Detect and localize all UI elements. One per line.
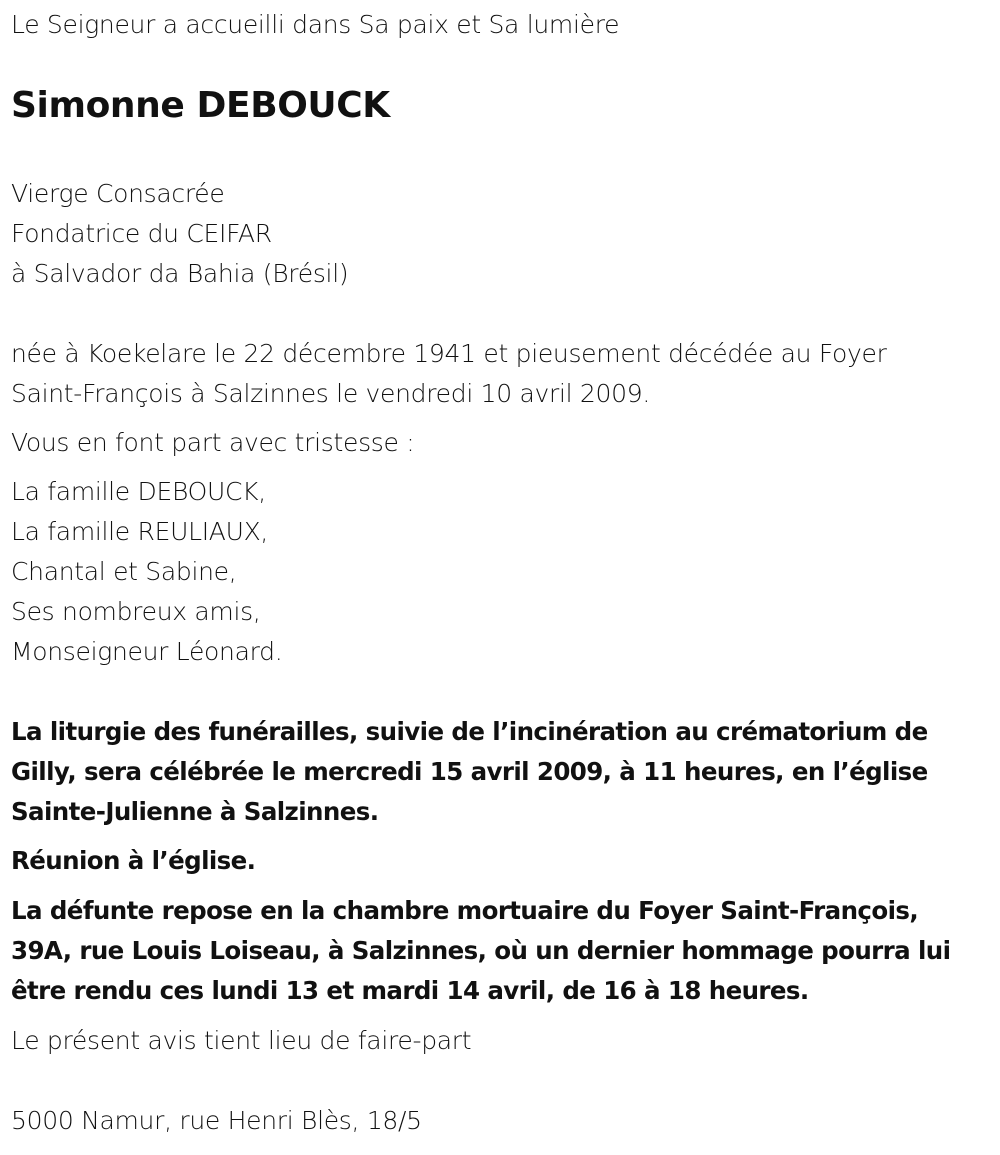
family-member: La famille DEBOUCK, bbox=[11, 477, 266, 506]
notice-text: Le présent avis tient lieu de faire-part bbox=[11, 1026, 472, 1055]
title-line: Fondatrice du CEIFAR bbox=[11, 219, 272, 248]
announcement-text: Vous en font part avec tristesse : bbox=[11, 428, 415, 457]
biography-line: Saint-François à Salzinnes le vendredi 10 avril 2009. bbox=[11, 379, 650, 408]
family-member: La famille REULIAUX, bbox=[11, 517, 269, 546]
deceased-name: Simonne DEBOUCK bbox=[11, 85, 390, 126]
ceremony-line: Sainte-Julienne à Salzinnes. bbox=[11, 797, 379, 826]
visitation-line: 39A, rue Louis Loiseau, à Salzinnes, où un dernier hommage pourra lui bbox=[11, 936, 951, 965]
title-line: Vierge Consacrée bbox=[11, 179, 225, 208]
ceremony-line: La liturgie des funérailles, suivie de l’incinération au crématorium de bbox=[11, 717, 928, 746]
meeting-text: Réunion à l’église. bbox=[11, 846, 256, 875]
family-member: Monseigneur Léonard. bbox=[11, 637, 283, 666]
family-member: Chantal et Sabine, bbox=[11, 557, 237, 586]
visitation-line: être rendu ces lundi 13 et mardi 14 avril, de 16 à 18 heures. bbox=[11, 976, 809, 1005]
biography-line: née à Koekelare le 22 décembre 1941 et pieusement décédée au Foyer bbox=[11, 339, 887, 368]
address-text: 5000 Namur, rue Henri Blès, 18/5 bbox=[11, 1106, 422, 1135]
visitation-line: La défunte repose en la chambre mortuaire du Foyer Saint-François, bbox=[11, 896, 919, 925]
title-line: à Salvador da Bahia (Brésil) bbox=[11, 259, 349, 288]
family-member: Ses nombreux amis, bbox=[11, 597, 261, 626]
intro-text: Le Seigneur a accueilli dans Sa paix et Sa lumière bbox=[11, 10, 620, 39]
ceremony-line: Gilly, sera célébrée le mercredi 15 avril 2009, à 11 heures, en l’église bbox=[11, 757, 928, 786]
